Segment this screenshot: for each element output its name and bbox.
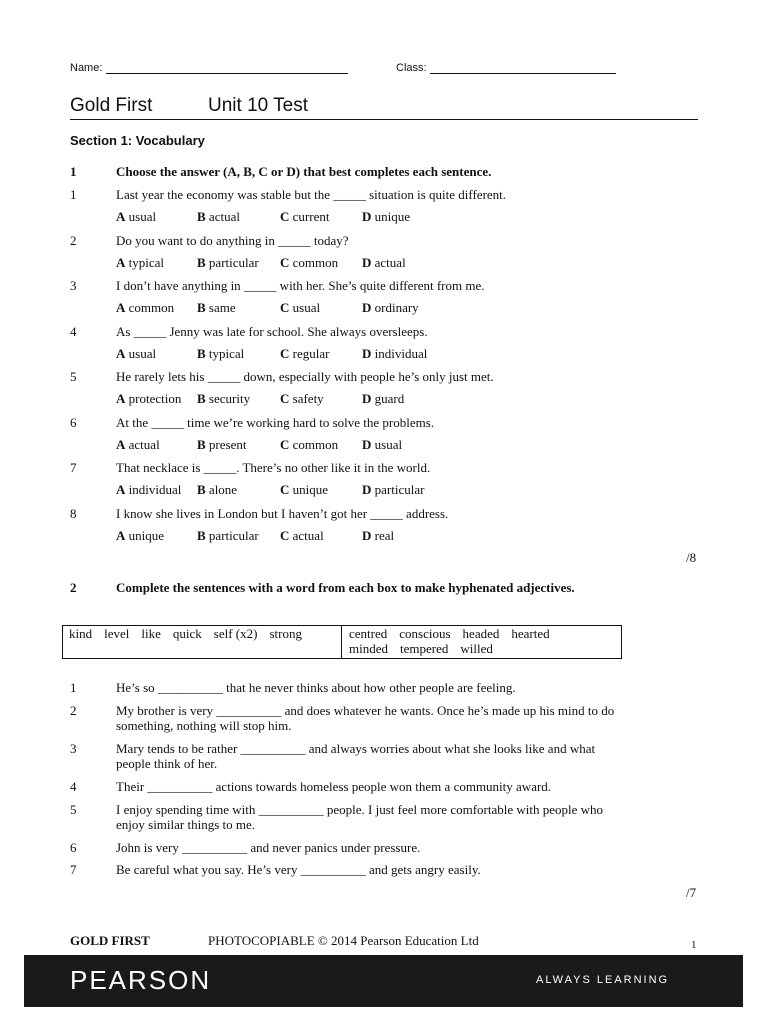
word-box-item: like bbox=[141, 626, 161, 641]
brand-tagline: ALWAYS LEARNING bbox=[536, 974, 670, 986]
question-number: 4 bbox=[70, 779, 77, 794]
question-text: He rarely lets his _____ down, especially with people he’s only just met. bbox=[116, 369, 494, 384]
answer-option[interactable] bbox=[362, 346, 427, 362]
answer-option[interactable] bbox=[280, 255, 338, 271]
option-text: usual bbox=[292, 300, 321, 315]
option-text: present bbox=[208, 437, 247, 452]
name-label: Name: bbox=[70, 62, 103, 74]
question-number: 4 bbox=[70, 324, 77, 339]
answer-option[interactable] bbox=[197, 300, 236, 316]
option-text: actual bbox=[128, 437, 160, 452]
option-text: unique bbox=[128, 528, 165, 543]
word-box-item: strong bbox=[269, 626, 302, 641]
option-text: current bbox=[292, 209, 330, 224]
question-text: He’s so __________ that he never thinks about how other people are feeling. bbox=[116, 680, 516, 695]
option-letter: B bbox=[197, 209, 206, 224]
option-letter: A bbox=[116, 346, 126, 361]
brand-bar bbox=[24, 955, 743, 1007]
option-letter: A bbox=[116, 391, 126, 406]
question-text: Mary tends to be rather __________ and always worries about what she looks like and what bbox=[116, 741, 596, 756]
footer-copyright: PHOTOCOPIABLE © 2014 Pearson Education Ltd bbox=[208, 933, 479, 948]
question-text: I know she lives in London but I haven’t got her _____ address. bbox=[116, 506, 449, 521]
answer-option[interactable] bbox=[197, 437, 246, 453]
answer-option[interactable] bbox=[280, 437, 338, 453]
word-box-item: kind bbox=[69, 626, 93, 641]
score-exercise-1: /8 bbox=[686, 550, 697, 565]
page-number: 1 bbox=[691, 939, 697, 951]
option-letter: B bbox=[197, 346, 206, 361]
option-letter: D bbox=[362, 209, 372, 224]
answer-option[interactable] bbox=[197, 209, 240, 225]
question-text: My brother is very __________ and does whatever he wants. Once he’s made up his mind to do bbox=[116, 703, 615, 718]
question-number: 2 bbox=[70, 703, 77, 718]
option-letter: C bbox=[280, 346, 290, 361]
book-title: Gold First bbox=[70, 95, 153, 116]
option-letter: D bbox=[362, 482, 372, 497]
question-text: Do you want to do anything in _____ today? bbox=[116, 233, 349, 248]
name-field[interactable] bbox=[106, 61, 348, 74]
option-letter: D bbox=[362, 528, 372, 543]
word-box-item: quick bbox=[172, 626, 202, 641]
test-title: Unit 10 Test bbox=[208, 95, 308, 116]
answer-option[interactable] bbox=[362, 391, 404, 407]
answer-option[interactable] bbox=[197, 391, 250, 407]
option-letter: A bbox=[116, 528, 126, 543]
question-text: At the _____ time we’re working hard to solve the problems. bbox=[116, 415, 435, 430]
exercise-instruction: Complete the sentences with a word from each box to make hyphenated adjectives. bbox=[116, 580, 575, 595]
word-box-item: self (x2) bbox=[213, 626, 258, 641]
exercise-number: 1 bbox=[70, 164, 77, 179]
answer-option[interactable] bbox=[280, 209, 329, 225]
answer-option[interactable] bbox=[280, 300, 320, 316]
answer-option[interactable] bbox=[362, 300, 419, 316]
answer-option[interactable] bbox=[116, 437, 160, 453]
score-exercise-2: /7 bbox=[686, 885, 697, 900]
question-number: 1 bbox=[70, 187, 77, 202]
answer-option[interactable] bbox=[116, 391, 181, 407]
question-text: John is very __________ and never panics under pressure. bbox=[116, 840, 421, 855]
class-field[interactable] bbox=[430, 61, 616, 74]
option-letter: D bbox=[362, 391, 372, 406]
word-box bbox=[62, 625, 622, 659]
answer-option[interactable] bbox=[362, 209, 410, 225]
option-letter: D bbox=[362, 255, 372, 270]
brand-logo: PEARSON bbox=[70, 965, 212, 995]
question-number: 7 bbox=[70, 862, 77, 877]
question-text: That necklace is _____. There’s no other like it in the world. bbox=[116, 460, 431, 475]
option-text: usual bbox=[128, 346, 157, 361]
option-text: individual bbox=[374, 346, 428, 361]
answer-option[interactable] bbox=[280, 391, 324, 407]
option-letter: B bbox=[197, 528, 206, 543]
question-number: 2 bbox=[70, 233, 77, 248]
question-text: Last year the economy was stable but the _____ situation is quite different. bbox=[116, 187, 507, 202]
option-letter: C bbox=[280, 437, 290, 452]
question-number: 8 bbox=[70, 506, 77, 521]
question-text-continued: enjoy similar things to me. bbox=[116, 817, 256, 832]
question-text: I don’t have anything in _____ with her. She’s quite different from me. bbox=[116, 278, 485, 293]
option-text: ordinary bbox=[374, 300, 419, 315]
word-box-left bbox=[69, 626, 314, 642]
word-box-item: hearted bbox=[511, 626, 550, 641]
answer-option[interactable] bbox=[280, 346, 329, 362]
answer-option[interactable] bbox=[362, 437, 402, 453]
word-box-divider bbox=[341, 626, 342, 658]
option-letter: A bbox=[116, 255, 126, 270]
question-text: I enjoy spending time with __________ people. I just feel more comfortable with people who bbox=[116, 802, 604, 817]
option-letter: B bbox=[197, 437, 206, 452]
option-text: protection bbox=[128, 391, 182, 406]
option-letter: D bbox=[362, 300, 372, 315]
option-text: particular bbox=[374, 482, 425, 497]
option-letter: C bbox=[280, 300, 290, 315]
option-letter: B bbox=[197, 482, 206, 497]
option-letter: A bbox=[116, 482, 126, 497]
answer-option[interactable] bbox=[280, 528, 324, 544]
option-text: real bbox=[374, 528, 395, 543]
question-number: 6 bbox=[70, 840, 77, 855]
question-text-continued: people think of her. bbox=[116, 756, 218, 771]
word-box-item: level bbox=[104, 626, 130, 641]
word-box-item: conscious bbox=[399, 626, 451, 641]
option-letter: C bbox=[280, 255, 290, 270]
question-text-continued: something, nothing will stop him. bbox=[116, 718, 292, 733]
exercise-number: 2 bbox=[70, 580, 77, 595]
exercise-instruction: Choose the answer (A, B, C or D) that best completes each sentence. bbox=[116, 164, 492, 179]
answer-option[interactable] bbox=[280, 482, 328, 498]
class-label: Class: bbox=[396, 62, 427, 74]
question-number: 5 bbox=[70, 369, 77, 384]
question-number: 1 bbox=[70, 680, 77, 695]
option-text: individual bbox=[128, 482, 182, 497]
question-number: 5 bbox=[70, 802, 77, 817]
option-letter: C bbox=[280, 391, 290, 406]
question-text: Their __________ actions towards homeless people won them a community award. bbox=[116, 779, 552, 794]
option-letter: B bbox=[197, 300, 206, 315]
option-letter: A bbox=[116, 300, 126, 315]
option-text: particular bbox=[208, 528, 259, 543]
option-letter: B bbox=[197, 255, 206, 270]
option-text: actual bbox=[374, 255, 406, 270]
option-letter: A bbox=[116, 209, 126, 224]
word-box-item: minded bbox=[349, 641, 388, 656]
answer-option[interactable] bbox=[116, 482, 181, 498]
word-box-item: headed bbox=[462, 626, 500, 641]
word-box-right-row1 bbox=[349, 626, 562, 642]
option-text: same bbox=[208, 300, 236, 315]
option-text: common bbox=[292, 437, 339, 452]
option-text: common bbox=[292, 255, 339, 270]
option-letter: C bbox=[280, 528, 290, 543]
option-letter: D bbox=[362, 437, 372, 452]
answer-option[interactable] bbox=[116, 209, 156, 225]
option-text: guard bbox=[374, 391, 405, 406]
option-letter: D bbox=[362, 346, 372, 361]
option-text: common bbox=[128, 300, 175, 315]
question-text: As _____ Jenny was late for school. She always oversleeps. bbox=[116, 324, 428, 339]
option-text: usual bbox=[374, 437, 403, 452]
option-letter: C bbox=[280, 209, 290, 224]
option-text: safety bbox=[292, 391, 324, 406]
option-letter: C bbox=[280, 482, 290, 497]
question-number: 3 bbox=[70, 741, 77, 756]
footer-book-title: GOLD FIRST bbox=[70, 933, 150, 948]
answer-option[interactable] bbox=[362, 482, 424, 498]
answer-option[interactable] bbox=[116, 346, 156, 362]
option-text: unique bbox=[292, 482, 329, 497]
answer-option[interactable] bbox=[116, 528, 164, 544]
option-letter: B bbox=[197, 391, 206, 406]
answer-option[interactable] bbox=[362, 255, 406, 271]
word-box-item: tempered bbox=[400, 641, 449, 656]
option-text: actual bbox=[292, 528, 324, 543]
answer-option[interactable] bbox=[197, 482, 237, 498]
option-text: regular bbox=[292, 346, 330, 361]
question-number: 3 bbox=[70, 278, 77, 293]
option-text: security bbox=[208, 391, 251, 406]
option-text: usual bbox=[128, 209, 157, 224]
word-box-right-row2 bbox=[349, 641, 505, 657]
option-letter: A bbox=[116, 437, 126, 452]
option-text: typical bbox=[128, 255, 165, 270]
answer-option[interactable] bbox=[197, 255, 259, 271]
title-rule bbox=[70, 119, 698, 120]
word-box-item: centred bbox=[349, 626, 388, 641]
section-heading: Section 1: Vocabulary bbox=[70, 133, 205, 148]
question-number: 7 bbox=[70, 460, 77, 475]
option-text: particular bbox=[208, 255, 259, 270]
option-text: typical bbox=[208, 346, 245, 361]
word-box-item: willed bbox=[460, 641, 493, 656]
question-number: 6 bbox=[70, 415, 77, 430]
option-text: actual bbox=[208, 209, 240, 224]
option-text: unique bbox=[374, 209, 411, 224]
option-text: alone bbox=[208, 482, 238, 497]
answer-option[interactable] bbox=[197, 346, 244, 362]
answer-option[interactable] bbox=[116, 255, 164, 271]
question-text: Be careful what you say. He’s very __________ and gets angry easily. bbox=[116, 862, 481, 877]
answer-option[interactable] bbox=[197, 528, 259, 544]
answer-option[interactable] bbox=[116, 300, 174, 316]
answer-option[interactable] bbox=[362, 528, 394, 544]
